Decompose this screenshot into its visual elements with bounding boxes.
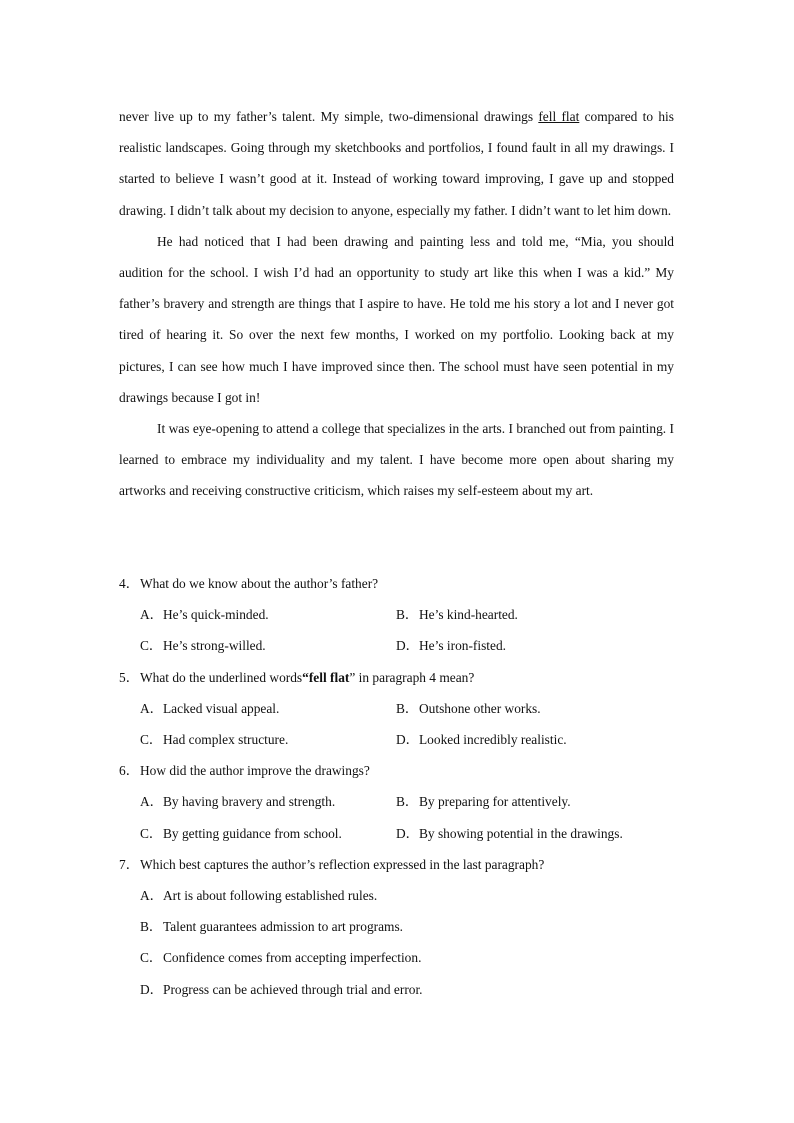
- question-text: How did the author improve the drawings?: [140, 763, 370, 779]
- paragraph-2: He had noticed that I had been drawing and painting less and told me, “Mia, you should audition for the school. I wish I’d had an opportunity to study art like this when I was a kid.” My father’s bravery and strength are things that I aspire to have. He told me his story a lot and I never got tired of hearing it. So over the next few months, I worked on my portfolio. Looking back at my pictures, I can see how much I have improved since then. The school must have seen potential in my drawings because I got in!: [119, 233, 674, 405]
- paragraph-1: [119, 101, 674, 226]
- option-letter: C．: [140, 825, 163, 841]
- paragraph-3: It was eye-opening to attend a college that specializes in the arts. I branched out from painting. I learned to embrace my individuality and my talent. I have become more open about sharing my artworks and receiving constructive criticism, which raises my self-esteem about my art.: [119, 421, 674, 499]
- question-text: What do we know about the author’s father?: [140, 576, 379, 591]
- option-letter: C．: [140, 732, 163, 748]
- option-text: Talent guarantees admission to art programs.: [163, 919, 404, 935]
- option-text: He’s quick-minded.: [163, 607, 269, 623]
- question-5: [119, 662, 699, 756]
- option-text: He’s kind-hearted.: [419, 607, 518, 623]
- option-row: [119, 818, 699, 849]
- paragraph-1-text-start: never live up to my father’s talent. My simple, two-dimensional drawings: [119, 109, 539, 124]
- option-letter: B．: [396, 700, 419, 716]
- question-7: [119, 849, 699, 1005]
- option-a[interactable]: [140, 693, 396, 724]
- option-text: Looked incredibly realistic.: [419, 732, 567, 748]
- option-letter: A．: [140, 794, 164, 810]
- option-text: Lacked visual appeal.: [163, 700, 280, 716]
- option-letter: D．: [396, 825, 420, 841]
- option-letter: B．: [396, 794, 419, 810]
- option-text: Outshone other works.: [419, 700, 541, 716]
- option-b[interactable]: [396, 599, 652, 630]
- option-text: By showing potential in the drawings.: [419, 825, 623, 841]
- option-letter: D．: [396, 732, 420, 748]
- option-text: He’s iron-fisted.: [419, 638, 507, 654]
- option-b[interactable]: [396, 786, 652, 817]
- question-number: 5．: [119, 669, 140, 685]
- option-d[interactable]: [119, 974, 699, 1005]
- option-a[interactable]: [140, 786, 396, 817]
- option-letter: A．: [140, 888, 164, 904]
- option-text: Progress can be achieved through trial and error.: [163, 981, 423, 997]
- question-6: [119, 755, 699, 849]
- question-stem: [119, 755, 699, 786]
- question-text-start: What do the underlined words: [140, 669, 303, 685]
- option-row: [119, 786, 699, 817]
- option-text: By having bravery and strength.: [163, 794, 336, 810]
- option-text: Art is about following established rules.: [163, 888, 378, 904]
- option-a[interactable]: [140, 599, 396, 630]
- option-d[interactable]: [396, 724, 652, 755]
- option-row: [119, 693, 699, 724]
- option-d[interactable]: [396, 818, 652, 849]
- option-text: Confidence comes from accepting imperfection.: [163, 950, 422, 966]
- question-bold-phrase: “fell flat: [302, 669, 350, 685]
- option-row: [119, 630, 699, 661]
- option-c[interactable]: [140, 630, 396, 661]
- option-letter: C．: [140, 638, 163, 654]
- option-text: By preparing for attentively.: [419, 794, 571, 810]
- option-letter: A．: [140, 700, 164, 716]
- question-text: Which best captures the author’s reflection expressed in the last paragraph?: [140, 856, 545, 872]
- option-letter: C．: [140, 950, 163, 966]
- option-letter: D．: [140, 981, 164, 997]
- option-row: [119, 599, 699, 630]
- question-number: 4．: [119, 576, 140, 591]
- question-stem: [119, 662, 699, 693]
- option-c[interactable]: [119, 942, 699, 973]
- option-row: [119, 724, 699, 755]
- option-c[interactable]: [140, 818, 396, 849]
- question-list: [119, 568, 699, 1005]
- option-letter: B．: [396, 607, 419, 623]
- question-text-end: ” in paragraph 4 mean?: [349, 669, 475, 685]
- question-number: 7．: [119, 856, 140, 872]
- question-stem: [119, 849, 699, 880]
- option-letter: D．: [396, 638, 420, 654]
- option-text: By getting guidance from school.: [163, 825, 342, 841]
- option-d[interactable]: [396, 630, 652, 661]
- option-c[interactable]: [140, 724, 396, 755]
- paragraph-1-text-end: compared to his realistic landscapes. Going through my sketchbooks and portfolios, I found fault in all my drawings. I started to believe I wasn’t good at it. Instead of working toward improving, I gave up and stopped drawing. I didn’t talk about my decision to anyone, especially my father. I didn’t want to let him down.: [119, 109, 674, 218]
- option-b[interactable]: [396, 693, 652, 724]
- option-letter: B．: [140, 919, 163, 935]
- option-letter: A．: [140, 607, 164, 623]
- option-b[interactable]: [119, 911, 699, 942]
- underlined-phrase: fell flat: [538, 109, 580, 124]
- option-text: Had complex structure.: [163, 732, 289, 748]
- question-number: 6．: [119, 763, 140, 779]
- question-4: [119, 568, 699, 662]
- question-stem: [119, 568, 699, 599]
- option-text: He’s strong-willed.: [163, 638, 266, 654]
- reading-passage: [119, 101, 674, 507]
- option-a[interactable]: [119, 880, 699, 911]
